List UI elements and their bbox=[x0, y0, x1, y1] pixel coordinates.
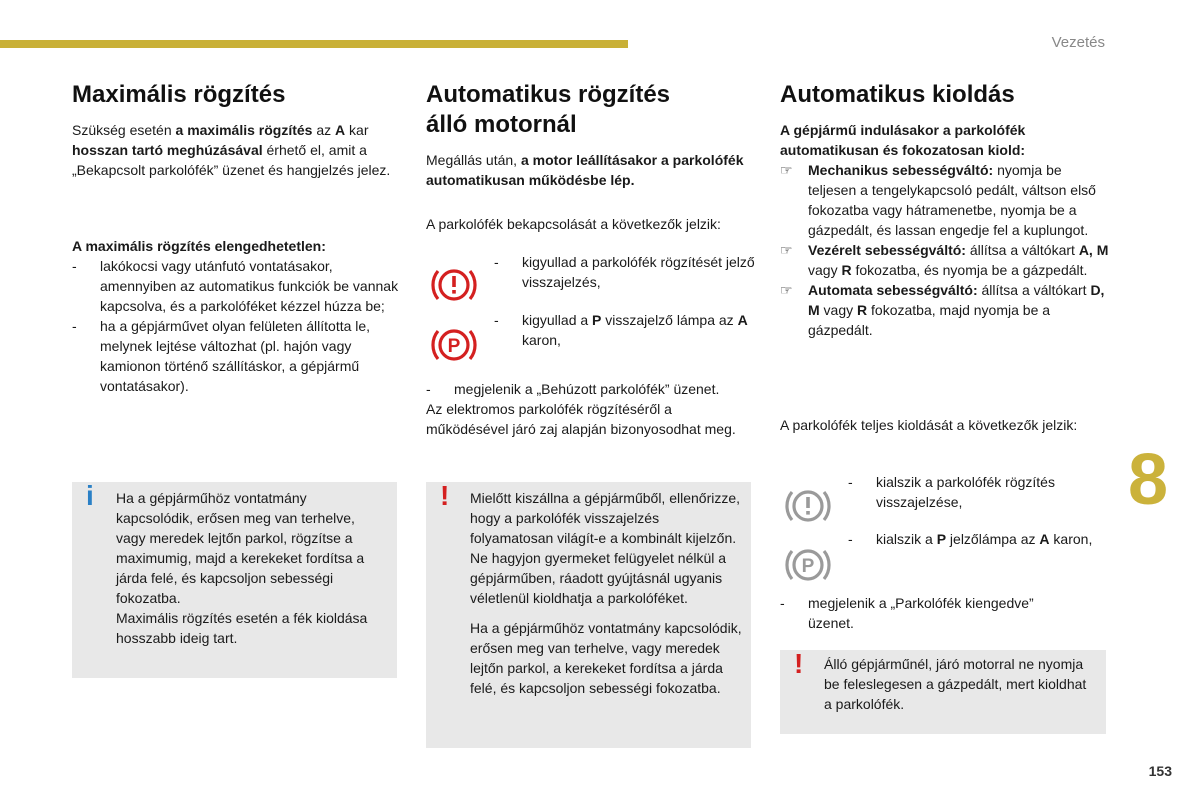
parking-brake-red-icon bbox=[430, 263, 478, 307]
indicator-item: - kigyullad a P visszajelző lámpa az A karon, bbox=[494, 312, 748, 348]
maximal-lock-section bbox=[72, 236, 402, 396]
parking-brake-grey-icon bbox=[784, 484, 832, 528]
parking-p-red-icon bbox=[430, 323, 478, 367]
warning-box-text: Mielőtt kiszállna a gépjárműből, ellenőrizze, hogy a parkolófék visszajelzés folyamatosan világít-e a kombinált kijelzőn. bbox=[470, 490, 741, 546]
column-auto-lock bbox=[426, 80, 756, 190]
info-box-note: Maximális rögzítés esetén a fék kioldása hosszabb ideig tart. bbox=[116, 610, 368, 646]
info-box-text: Ha a gépjárműhöz vontatmány kapcsolódik, erősen meg van terhelve, vagy meredek lejtőn parkol, rögzítse a maximumig, majd a kerekeket fordítsa a járda felé, és kapcsoljon sebességi fokozatba. bbox=[116, 490, 365, 606]
warning-box-text: Ha a gépjárműhöz vontatmány kapcsolódik, erősen meg van terhelve, vagy meredek lejtőn parkol, a kerekeket fordítsa a járda felé, és kapcsoljon sebességi fokozatba. bbox=[470, 620, 742, 696]
warning-icon: ! bbox=[440, 480, 450, 511]
maximal-lock-list bbox=[72, 256, 402, 396]
maximal-lock-intro: Szükség esetén a maximális rögzítés az A kar hosszan tartó meghúzásával érhető el, amit a „Bekapcsolt parkolófék” üzenet és hangjelzés jelez. bbox=[72, 122, 391, 178]
auto-lock-noise-note: Az elektromos parkolófék rögzítéséről a működésével járó zaj alapján bizonyosodhat meg. bbox=[426, 401, 736, 437]
section-title: Vezetés bbox=[1051, 34, 1105, 51]
indicator-item: - kialszik a P jelzőlámpa az A karon, bbox=[848, 531, 1093, 547]
auto-release-message bbox=[780, 593, 1080, 633]
auto-lock-intro: Megállás után, a motor leállításakor a parkolófék automatikusan működésbe lép. bbox=[426, 152, 744, 188]
column-maximal-lock bbox=[72, 80, 402, 180]
auto-release-list bbox=[780, 160, 1110, 340]
heading-maximal-lock: Maximális rögzítés bbox=[72, 81, 286, 108]
chapter-number: 8 bbox=[1128, 440, 1169, 520]
auto-lock-indicators-intro: A parkolófék bekapcsolását a következők jelzik: bbox=[426, 216, 721, 232]
auto-release-indicators-intro: A parkolófék teljes kioldását a következők jelzik: bbox=[780, 417, 1078, 433]
list-item: - megjelenik a „Behúzott parkolófék” üzenet. bbox=[426, 381, 720, 397]
indicator-item: - kigyullad a parkolófék rögzítését jelző visszajelzés, bbox=[494, 254, 755, 290]
warning-box-text: Ne hagyjon gyermeket felügyelet nélkül a gépjárműben, ráadott gyújtásnál ugyanis véletlenül kioldhatja a parkolóféket. bbox=[470, 550, 727, 606]
list-item: - megjelenik a „Parkolófék kiengedve” üzenet. bbox=[780, 595, 1034, 631]
list-item: ☞ Vezérelt sebességváltó: állítsa a váltókart A, M vagy R fokozatba, és nyomja be a gázpedált. bbox=[780, 242, 1109, 278]
indicator-item: - kialszik a parkolófék rögzítés visszajelzése, bbox=[848, 474, 1055, 510]
warning-box bbox=[780, 650, 1106, 734]
info-icon: i bbox=[86, 480, 94, 511]
svg-text:P: P bbox=[447, 336, 461, 357]
header-accent-bar bbox=[0, 40, 628, 48]
warning-icon: ! bbox=[794, 648, 804, 679]
warning-box bbox=[426, 482, 751, 748]
heading-auto-lock: Automatikus rögzítés álló motornál bbox=[426, 81, 671, 138]
maximal-lock-subhead: A maximális rögzítés elengedhetetlen: bbox=[72, 238, 326, 254]
heading-auto-release: Automatikus kioldás bbox=[780, 81, 1015, 108]
list-item: - ha a gépjárművet olyan felületen állította le, melynek lejtése változhat (pl. hajón vagy kamionon történő szállításkor, a gépjármű vontatásakor). bbox=[72, 318, 371, 394]
parking-p-grey-icon bbox=[784, 543, 832, 587]
list-item: ☞ Mechanikus sebességváltó: nyomja be teljesen a tengelykapcsoló pedált, váltson első fokozatba vagy hátramenetbe, nyomja be a gázpedált, és lassan engedje fel a kuplungot. bbox=[780, 162, 1096, 238]
warning-box-text: Álló gépjárműnél, járó motorral ne nyomja be feleslegesen a gázpedált, mert kioldhat a parkolófék. bbox=[824, 656, 1087, 712]
page-number: 153 bbox=[1148, 763, 1172, 779]
list-item: - lakókocsi vagy utánfutó vontatásakor, amennyiben az automatikus funkciók be vannak kapcsolva, és a parkolóféket kézzel húzza be; bbox=[72, 258, 399, 314]
list-item: ☞ Automata sebességváltó: állítsa a váltókart D, M vagy R fokozatba, majd nyomja be a gázpedált. bbox=[780, 282, 1105, 338]
info-box bbox=[72, 482, 397, 678]
svg-text:P: P bbox=[801, 556, 815, 577]
column-auto-release bbox=[780, 80, 1110, 340]
auto-release-intro: A gépjármű indulásakor a parkolófék automatikusan és fokozatosan kiold: bbox=[780, 122, 1026, 158]
auto-lock-message bbox=[426, 379, 756, 439]
